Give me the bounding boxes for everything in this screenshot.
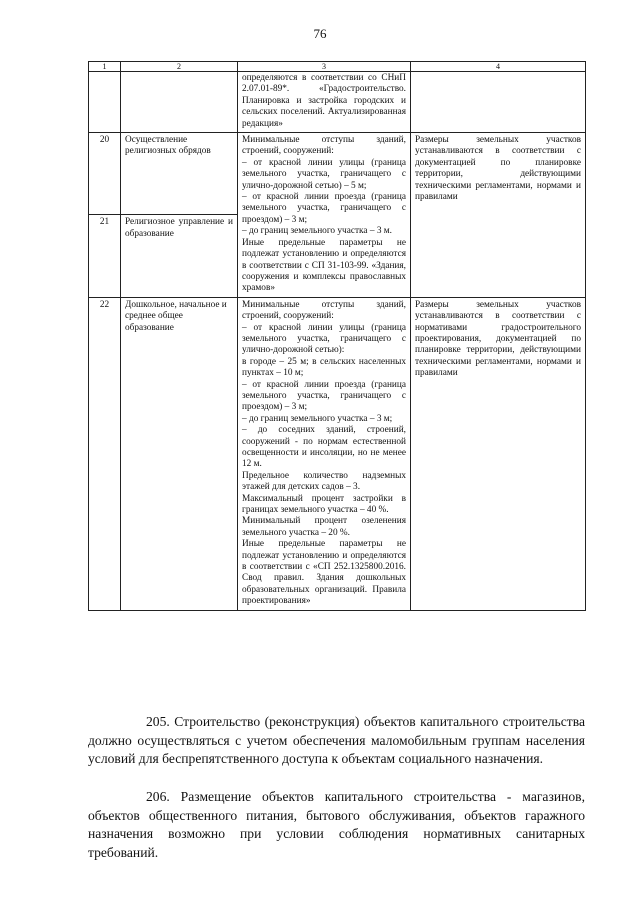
table-row <box>89 133 586 215</box>
param-line: Минимальный процент озеленения земельного участка – 20 %. <box>242 516 406 538</box>
row-number: 21 <box>89 215 121 297</box>
param-line: – от красной линии проезда (граница земельного участка, граничащего с проездом) – 3 м; <box>242 192 406 225</box>
paragraph-205: 205. Строительство (реконструкция) объектов капитального строительства должно осуществляться с учетом обеспечения маломобильным группам населения условий для беспрепятственного доступа к объектам социального назначения. <box>88 714 585 767</box>
param-line: Иные предельные параметры не подлежат установлению и определяются в соответствии с СП 31-103-99. «Здания, сооружения и комплексы православных храмов» <box>242 237 406 294</box>
param-line: – от красной линии улицы (граница земельного участка, граничащего с улично-дорожной сетью) – 5 м; <box>242 157 406 191</box>
cell-empty <box>411 72 586 133</box>
cell-params <box>238 72 411 133</box>
paragraph-206: 206. Размещение объектов капитального строительства - магазинов, объектов общественного питания, бытового обслуживания, объектов гаражного назначения возможно при условии соблюдения нормативных санитарных требований. <box>88 789 585 860</box>
param-line: Максимальный процент застройки в границах земельного участка – 40 %. <box>242 493 406 516</box>
header-cell: 3 <box>238 62 411 72</box>
param-line: – до границ земельного участка – 3 м; <box>242 413 393 424</box>
cell-lot-size: Размеры земельных участков устанавливаются в соответствии с нормативами градостроительного проектирования, документацией по планировке территории, действующими техническими регламентами, нормами и правилами <box>411 297 586 610</box>
param-line: Иные предельные параметры не подлежат установлению и определяются в соответствии с «СП 252.1325800.2016. Свод правил. Здания дошкольных образовательных организаций. Правила проектирования» <box>242 539 406 607</box>
table-header-row <box>89 62 586 72</box>
param-line: – от красной линии проезда (граница земельного участка, граничащего с проездом) – 3 м; <box>242 379 406 413</box>
param-line: в городе – 25 м; в сельских населенных пунктах – 10 м; <box>242 356 406 379</box>
cell-empty <box>89 72 121 133</box>
use-name: Осуществление религиозных обрядов <box>121 133 238 215</box>
header-cell: 1 <box>89 62 121 72</box>
param-line: – от красной линии улицы (граница земельного участка, граничащего с улично-дорожной сетью): <box>242 322 406 356</box>
zoning-table <box>88 61 586 611</box>
cell-empty <box>121 72 238 133</box>
table-row <box>89 297 586 610</box>
param-line: Минимальные отступы зданий, строений, сооружений: <box>242 299 406 322</box>
param-line: Минимальные отступы зданий, строений, сооружений: <box>242 135 406 157</box>
cell-params <box>238 297 411 610</box>
param-line: Предельное количество надземных этажей для детских садов – 3. <box>242 470 406 493</box>
use-name: Дошкольное, начальное и среднее общее образование <box>121 297 238 610</box>
row-number: 20 <box>89 133 121 215</box>
header-cell: 2 <box>121 62 238 72</box>
row-number: 22 <box>89 297 121 610</box>
cell-lot-size: Размеры земельных участков устанавливаются в соответствии с документацией по планировке территории, действующими техническими регламентами, нормами и правилами <box>411 133 586 298</box>
cell-params <box>238 133 411 298</box>
header-cell: 4 <box>411 62 586 72</box>
page-number: 76 <box>313 26 327 41</box>
param-line: – до границ земельного участка – 3 м. <box>242 226 392 237</box>
use-name: Религиозное управление и образование <box>121 215 238 297</box>
param-line: определяются в соответствии со СНиП 2.07.01-89*. «Градостроительство. Планировка и застройка городских и сельских поселений. Актуализированная редакция» <box>242 73 406 129</box>
table-row <box>89 72 586 133</box>
param-line: – до соседних зданий, строений, сооружений - по нормам естественной освещенности и инсоляции, но не менее 12 м. <box>242 425 406 470</box>
